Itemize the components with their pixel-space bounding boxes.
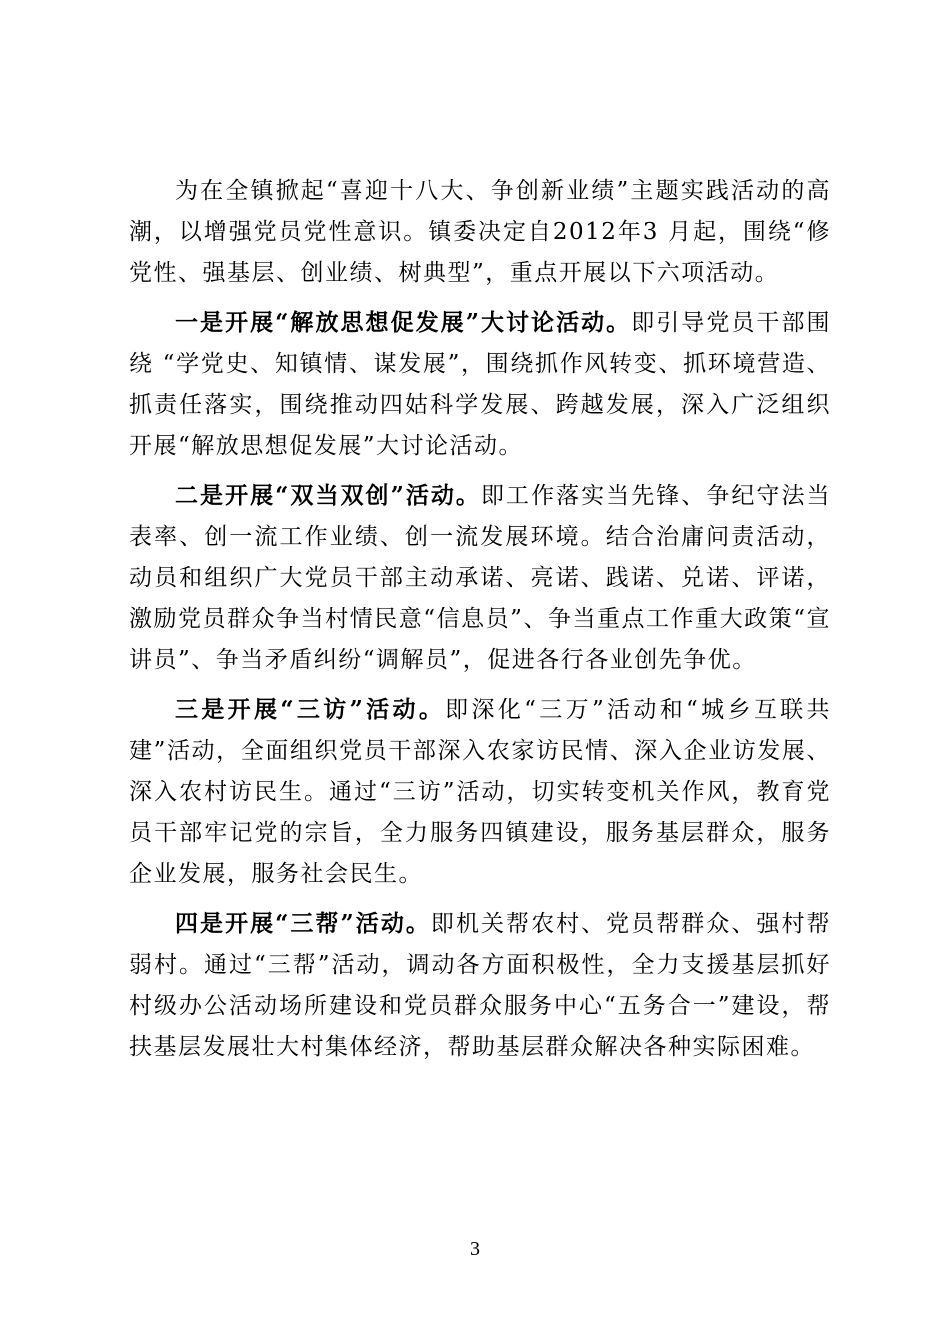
- paragraph-intro: [129, 170, 831, 294]
- paragraph-text: 即工作落实当先锋、争纪守法当表率、创一流工作业绩、创一流发展环境。结合治庸问责活动，动员和组织广大党员干部主动承诺、亮诺、践诺、兑诺、评诺，激励党员群众争当村情民意“信息员”、争当重点工作重大政策“宣讲员”、争当矛盾纠纷“调解员”，促进各行各业创先争优。: [129, 483, 832, 673]
- paragraph-heading: 一是开展“解放思想促发展”大讨论活动。: [175, 309, 632, 336]
- document-body: [129, 170, 831, 1068]
- paragraph-activity-3: [129, 689, 831, 895]
- paragraph-activity-2: [129, 475, 831, 681]
- paragraph-activity-1: [129, 302, 831, 467]
- paragraph-heading: 二是开展“双当双创”活动。: [175, 482, 481, 509]
- paragraph-text: 即引导党员干部围绕 “学党史、知镇情、谋发展”，围绕抓作风转变、抓环境营造、抓责任落实，围绕推动四姑科学发展、跨越发展，深入广泛组织开展“解放思想促发展”大讨论活动。: [129, 310, 831, 459]
- page-number: 3: [470, 1238, 480, 1260]
- paragraph-activity-4: [129, 903, 831, 1068]
- paragraph-heading: 三是开展“三访”活动。: [175, 696, 446, 723]
- paragraph-text: 即深化“三万”活动和“城乡互联共建”活动，全面组织党员干部深入农家访民情、深入企业访发展、深入农村访民生。通过“三访”活动，切实转变机关作风，教育党员干部牢记党的宗旨，全力服务四镇建设，服务基层群众，服务企业发展，服务社会民生。: [129, 697, 831, 887]
- paragraph-text: 即机关帮农村、党员帮群众、强村帮弱村。通过“三帮”活动，调动各方面积极性，全力支援基层抓好村级办公活动场所建设和党员群众服务中心“五务合一”建设，帮扶基层发展壮大村集体经济，帮助基层群众解决各种实际困难。: [129, 911, 832, 1060]
- paragraph-heading: 四是开展“三帮”活动。: [175, 910, 431, 937]
- paragraph-text: 为在全镇掀起“喜迎十八大、争创新业绩”主题实践活动的高潮，以增强党员党性意识。镇委决定自2012年3 月起，围绕“修党性、强基层、创业绩、树典型”，重点开展以下六项活动。: [129, 178, 831, 286]
